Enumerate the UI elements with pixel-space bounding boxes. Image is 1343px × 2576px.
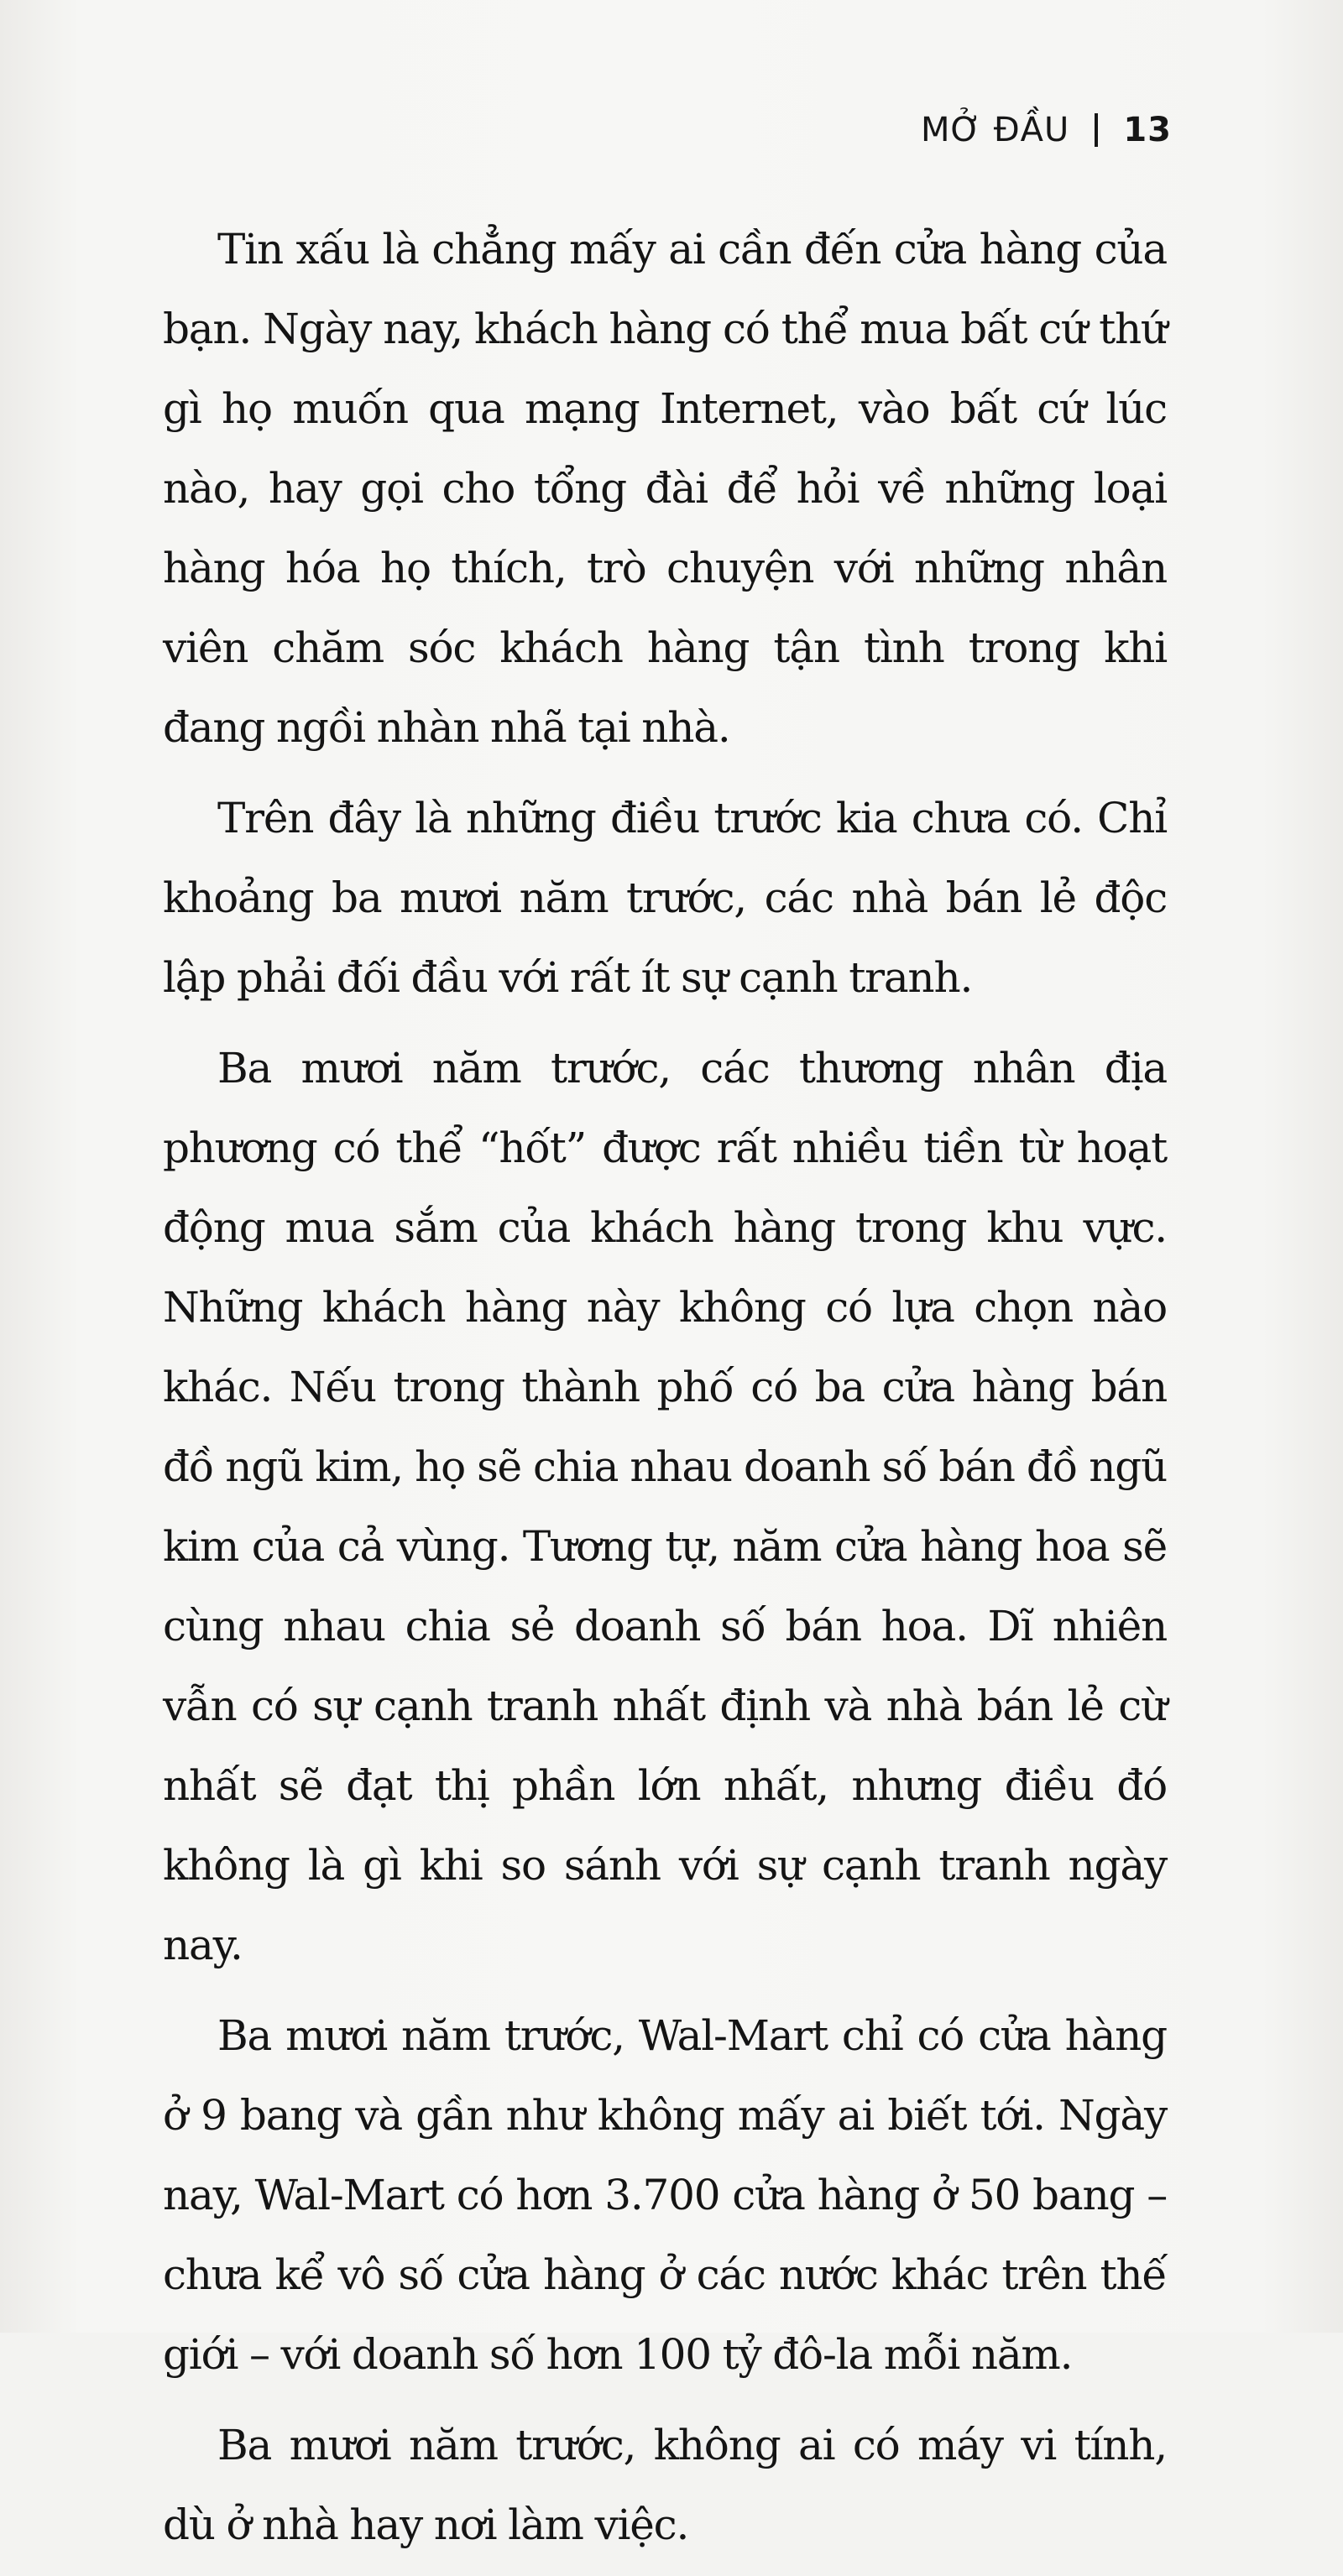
- section-title: MỞ ĐẦU: [920, 111, 1070, 149]
- page-number: 13: [1123, 111, 1172, 149]
- paragraph: Trên đây là những điều trước kia chưa có. Chỉ khoảng ba mươi năm trước, các nhà bán lẻ độc lập phải đối đầu với rất ít sự cạnh tranh.: [163, 794, 1167, 1002]
- paragraph: Ba mươi năm trước, Wal-Mart chỉ có cửa hàng ở 9 bang và gần như không mấy ai biết tới. Ngày nay, Wal-Mart có hơn 3.700 cửa hàng ở 50 bang – chưa kể vô số cửa hàng ở các nước khác trên thế giới – với doanh số hơn 100 tỷ đô-la mỗi năm.: [163, 2011, 1167, 2379]
- paragraph: Ba mươi năm trước, các thương nhân địa phương có thể “hốt” được rất nhiều tiền từ hoạt động mua sắm của khách hàng trong khu vực. Những khách hàng này không có lựa chọn nào khác. Nếu trong thành phố có ba cửa hàng bán đồ ngũ kim, họ sẽ chia nhau doanh số bán đồ ngũ kim của cả vùng. Tương tự, năm cửa hàng hoa sẽ cùng nhau chia sẻ doanh số bán hoa. Dĩ nhiên vẫn có sự cạnh tranh nhất định và nhà bán lẻ cừ nhất sẽ đạt thị phần lớn nhất, nhưng điều đó không là gì khi so sánh với sự cạnh tranh ngày nay.: [163, 1044, 1167, 1969]
- paragraph: Tin xấu là chẳng mấy ai cần đến cửa hàng của bạn. Ngày nay, khách hàng có thể mua bất cứ thứ gì họ muốn qua mạng Internet, vào bất cứ lúc nào, hay gọi cho tổng đài để hỏi về những loại hàng hóa họ thích, trò chuyện với những nhân viên chăm sóc khách hàng tận tình trong khi đang ngồi nhàn nhã tại nhà.: [163, 225, 1167, 752]
- paragraph: Ba mươi năm trước, không ai có máy vi tính, dù ở nhà hay nơi làm việc.: [163, 2421, 1167, 2549]
- running-header: [921, 111, 1172, 149]
- header-divider: [1095, 113, 1098, 147]
- body-text: [163, 210, 1167, 2576]
